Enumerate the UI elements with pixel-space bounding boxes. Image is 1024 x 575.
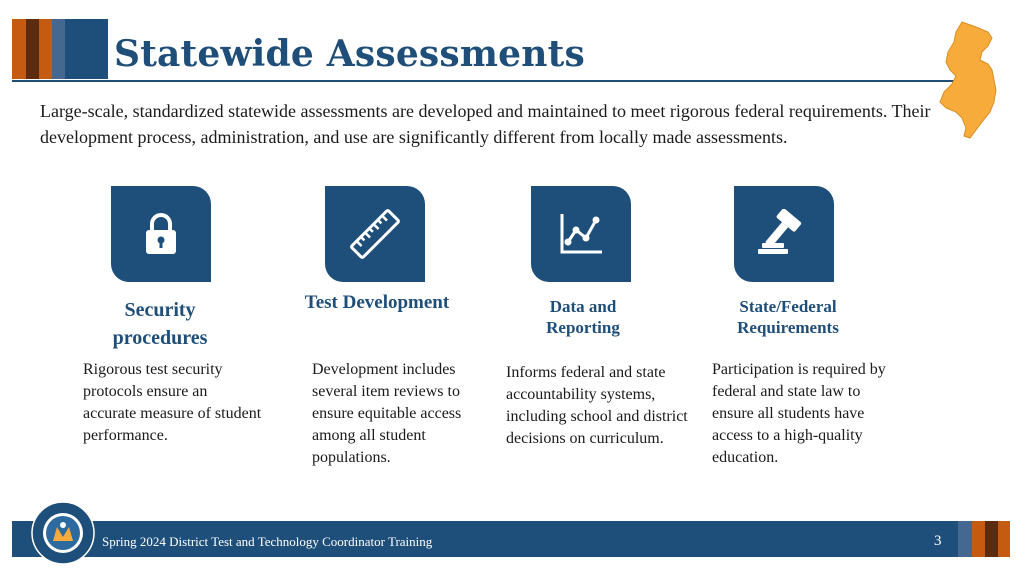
line-chart-icon — [556, 210, 606, 258]
ruler-icon — [345, 204, 405, 264]
card-description-requirements: Participation is required by federal and state law to ensure all students have access to a high-quality education. — [712, 361, 886, 466]
lock-icon — [143, 212, 179, 256]
data-reporting-icon-tile — [531, 186, 631, 282]
slide-title: Statewide Assessments — [114, 33, 585, 75]
card-description-data-reporting: Informs federal and state accountability systems, including school and district decisions on curriculum. — [506, 364, 688, 447]
requirements-icon-tile — [734, 186, 834, 282]
card-title-data-reporting: Data and Reporting — [546, 297, 620, 337]
page-number: 3 — [934, 533, 942, 549]
header-color-bars — [12, 19, 108, 79]
card-title-security: Security procedures — [112, 299, 208, 349]
footer-training-title: Spring 2024 District Test and Technology Coordinator Training — [102, 534, 433, 549]
card-description-security: Rigorous test security protocols ensure an accurate measure of student performance. — [83, 361, 262, 444]
card-description-test-development: Development includes several item reviews to ensure equitable access among all student populations. — [312, 361, 462, 466]
new-jersey-map-icon — [936, 18, 1006, 142]
card-title-test-development: Test Development — [304, 292, 450, 313]
security-icon-tile — [111, 186, 211, 282]
nj-department-of-education-seal — [31, 501, 95, 565]
intro-paragraph: Large-scale, standardized statewide assessments are developed and maintained to meet rigorous federal requirements. Their development process, administration, and use are significantly different from locally made assessments. — [40, 101, 931, 147]
card-title-requirements: State/Federal Requirements — [737, 297, 839, 337]
test-development-icon-tile — [325, 186, 425, 282]
footer-color-bars — [958, 521, 1010, 557]
title-underline — [12, 80, 964, 82]
gavel-icon — [756, 209, 812, 259]
